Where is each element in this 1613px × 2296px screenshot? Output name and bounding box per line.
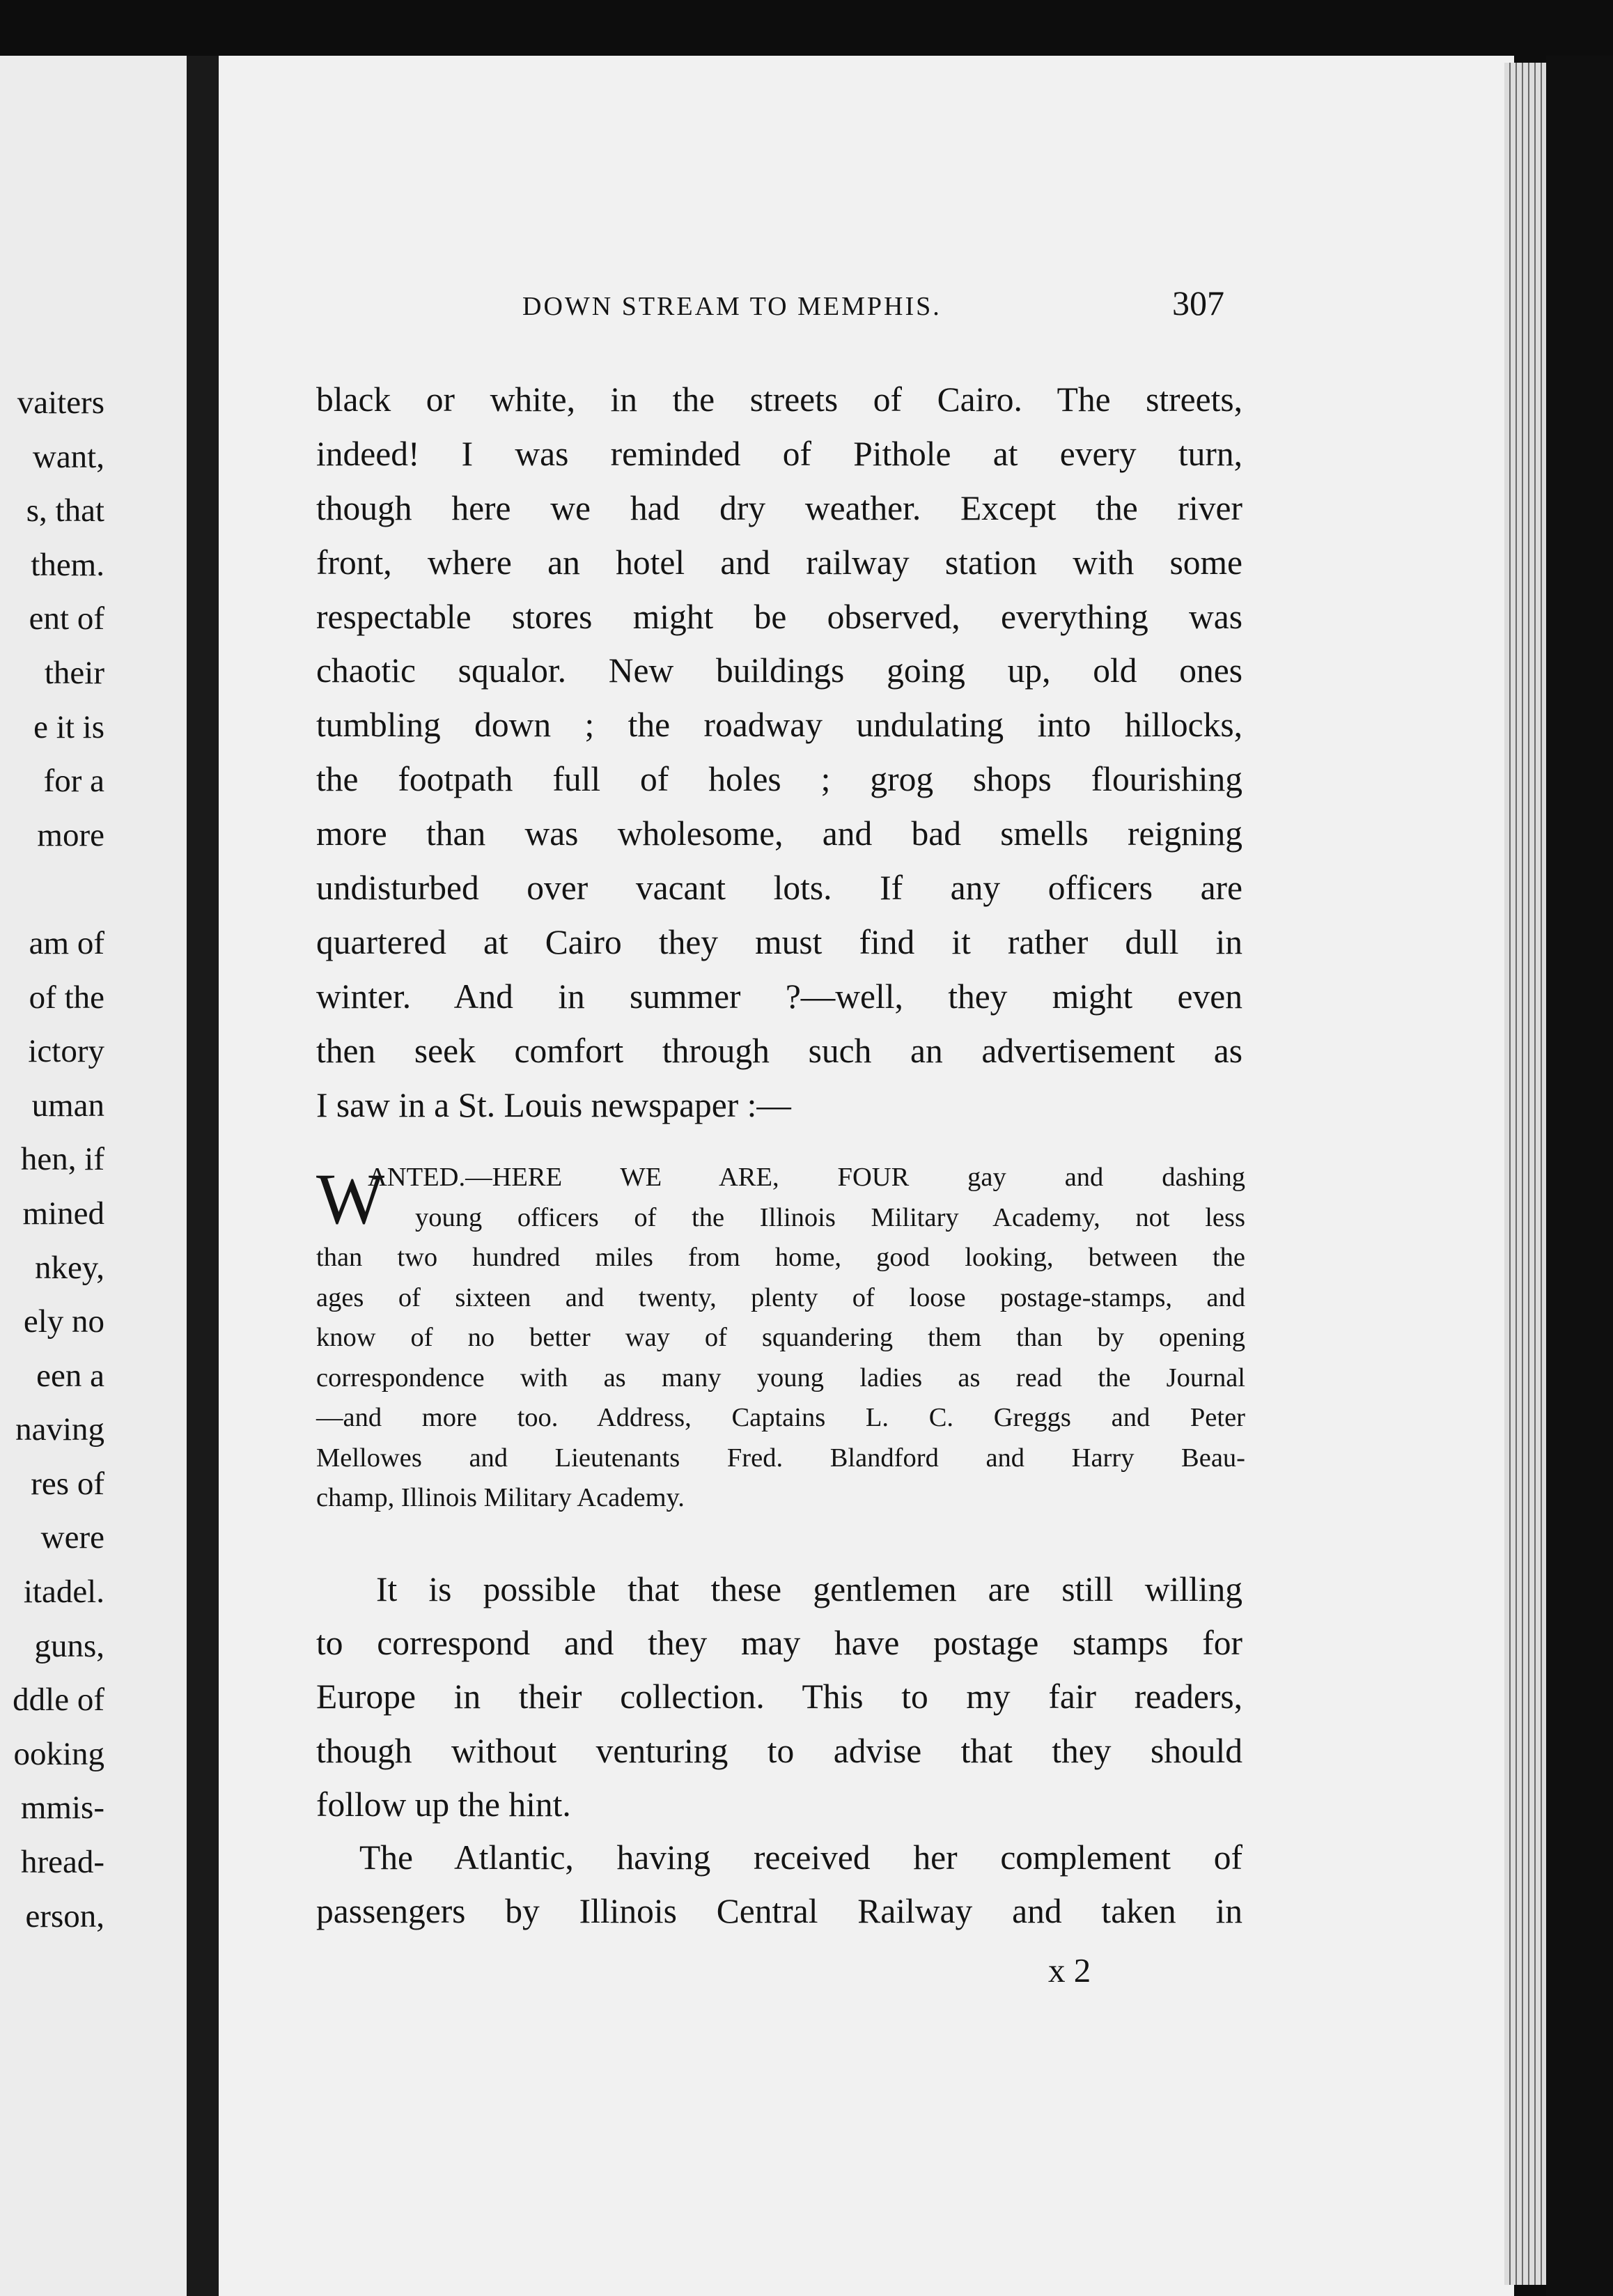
drop-cap: W [316, 1159, 385, 1239]
left-line: hread- [20, 1844, 104, 1881]
left-line: of the [29, 979, 104, 1016]
ad-line: —and more too. Address, Captains L. C. Greggs and Peter [316, 1403, 1245, 1432]
left-line: uman [31, 1087, 104, 1124]
left-line [0, 862, 104, 917]
text-line: though without venturing to advise that they should [316, 1731, 1242, 1770]
text-line: then seek comfort through such an advertisement as [316, 1031, 1242, 1070]
background-edge [1546, 56, 1613, 2296]
text-line: the footpath full of holes ; grog shops flourishing [316, 760, 1242, 799]
left-line: een a [36, 1357, 104, 1394]
page-number: 307 [1172, 284, 1224, 323]
left-line: mmis- [20, 1790, 104, 1826]
ad-line: than two hundred miles from home, good looking, between the [316, 1243, 1245, 1272]
text-line: quartered at Cairo they must find it rather dull in [316, 922, 1242, 961]
left-line: nkey, [34, 1249, 104, 1286]
text-line: chaotic squalor. New buildings going up, old ones [316, 651, 1242, 690]
text-line: indeed! I was reminded of Pithole at every turn, [316, 434, 1242, 473]
text-line: to correspond and they may have postage stamps for [316, 1624, 1242, 1663]
text-line: tumbling down ; the roadway undulating into hillocks, [316, 706, 1242, 745]
left-line: for a [43, 763, 104, 800]
running-head: DOWN STREAM TO MEMPHIS. [522, 292, 942, 321]
left-line: ooking [13, 1735, 104, 1772]
page-edges [1504, 63, 1546, 2285]
text-line: undisturbed over vacant lots. If any officers are [316, 869, 1242, 908]
left-page-text [0, 376, 104, 1944]
left-line: mined [22, 1195, 104, 1232]
left-line: more [37, 816, 104, 853]
text-line: The Atlantic, having received her complement of [359, 1838, 1242, 1877]
left-line: ictory [28, 1033, 104, 1070]
ad-line: correspondence with as many young ladies as read the Journal [316, 1363, 1245, 1393]
left-line: s, that [26, 492, 104, 529]
text-line: black or white, in the streets of Cairo. The streets, [316, 380, 1242, 419]
left-line: naving [15, 1411, 104, 1448]
ad-line: ANTED.—HERE WE ARE, FOUR gay and dashing [368, 1163, 1245, 1192]
left-line: erson, [25, 1898, 104, 1934]
text-line: more than was wholesome, and bad smells reigning [316, 814, 1242, 853]
left-line: guns, [34, 1627, 104, 1664]
advertisement-block [316, 1158, 1245, 1519]
ad-line: champ, Illinois Military Academy. [316, 1483, 685, 1512]
paragraph-3 [316, 1831, 1242, 1938]
text-line: respectable stores might be observed, everything was [316, 597, 1242, 636]
book-gutter [187, 56, 219, 2296]
paragraph-1 [316, 373, 1242, 1132]
left-line: ent of [29, 600, 104, 637]
left-line: them. [31, 546, 104, 583]
text-line: winter. And in summer ?—well, they might even [316, 977, 1242, 1016]
ad-line: know of no better way of squandering them than by opening [316, 1323, 1245, 1352]
left-line: ely no [23, 1303, 104, 1340]
text-line: I saw in a St. Louis newspaper :— [316, 1085, 791, 1124]
left-line: vaiters [17, 385, 104, 421]
text-line: It is possible that these gentlemen are still willing [376, 1570, 1242, 1608]
left-line: am of [29, 924, 104, 961]
left-line: itadel. [23, 1574, 104, 1611]
text-line: Europe in their collection. This to my fair readers, [316, 1677, 1242, 1716]
ad-line: young officers of the Illinois Military Academy, not less [415, 1202, 1245, 1232]
ad-line: ages of sixteen and twenty, plenty of loose postage-stamps, and [316, 1282, 1245, 1312]
paragraph-2 [316, 1562, 1242, 1831]
left-facing-page [0, 56, 187, 2296]
left-line: were [40, 1519, 104, 1556]
signature-mark: x 2 [1048, 1951, 1091, 1989]
left-line: hen, if [20, 1141, 104, 1178]
text-line: passengers by Illinois Central Railway and taken in [316, 1892, 1242, 1931]
left-line: res of [31, 1465, 104, 1502]
left-line: e it is [33, 708, 104, 745]
ad-line: Mellowes and Lieutenants Fred. Blandford and Harry Beau- [316, 1443, 1245, 1473]
text-line: front, where an hotel and railway station with some [316, 543, 1242, 582]
text-line: though here we had dry weather. Except the river [316, 488, 1242, 527]
left-line: their [44, 654, 104, 691]
left-line: want, [32, 438, 104, 475]
left-line: ddle of [13, 1682, 104, 1719]
text-line: follow up the hint. [316, 1785, 571, 1824]
